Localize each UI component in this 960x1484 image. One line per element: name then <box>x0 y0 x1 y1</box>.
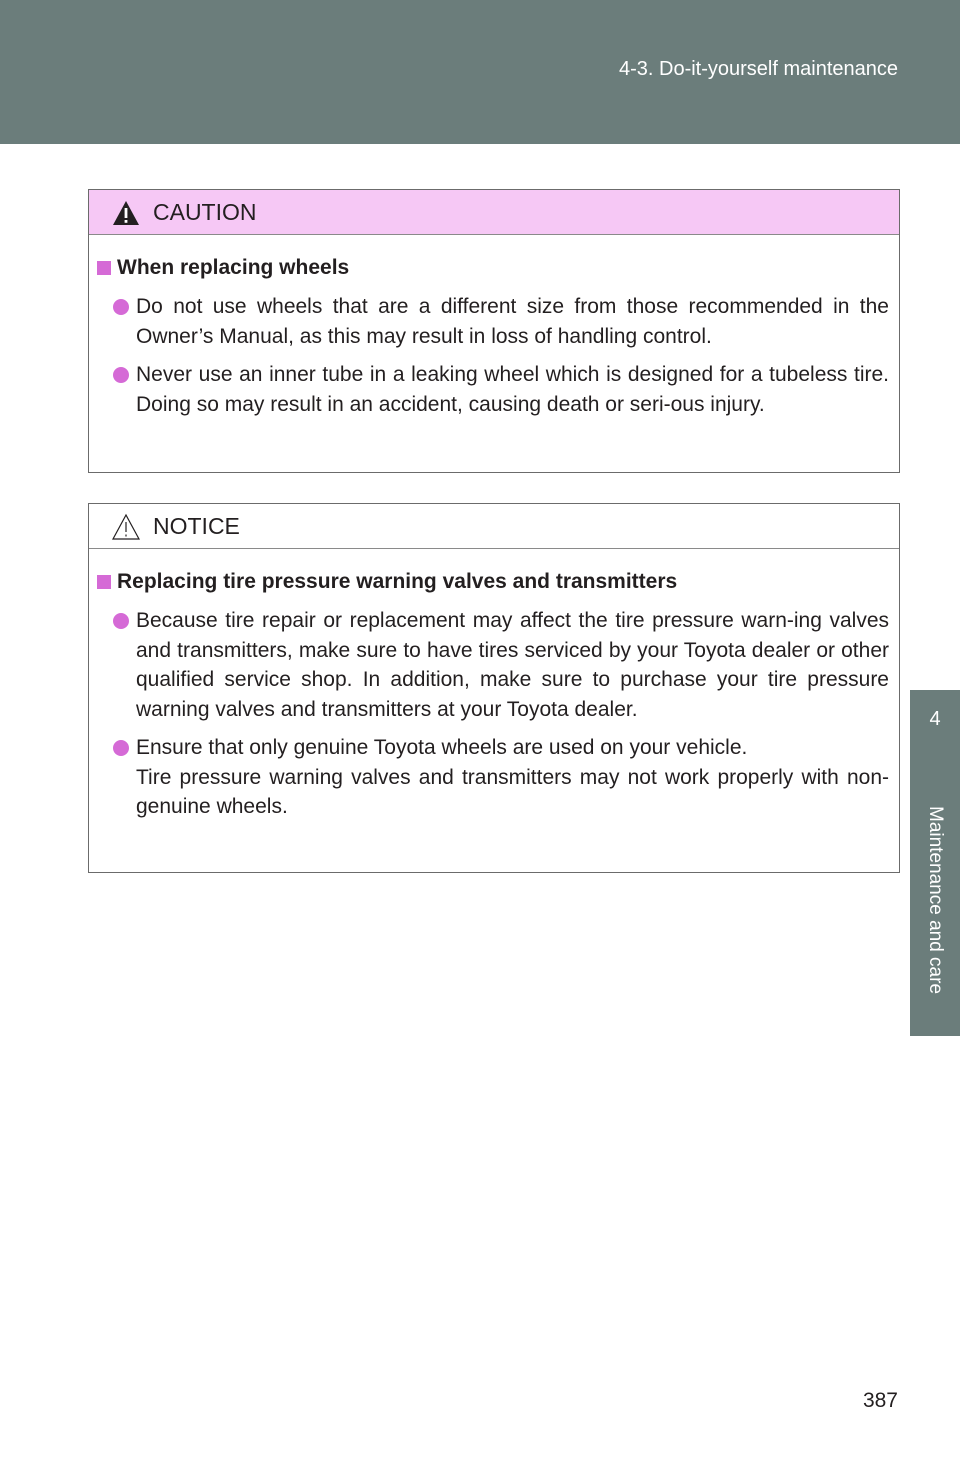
notice-item-text: Because tire repair or replacement may affect the tire pressure warn-ing valves and transmitters, make sure to have tires serviced by your Toyota dealer or other qualified service shop. In addition, make sure to purchase your tire pressure warning valves and transmitters at your Toyota dealer. <box>136 609 889 721</box>
square-bullet-icon <box>97 261 111 275</box>
caution-section-title-text: When replacing wheels <box>117 256 350 279</box>
circle-bullet-icon <box>113 613 129 629</box>
chapter-side-tab <box>910 690 960 1036</box>
notice-item-continuation: Tire pressure warning valves and transmitters may not work properly with non-genuine wheels. <box>136 765 889 818</box>
caution-section-title <box>89 253 889 283</box>
circle-bullet-icon <box>113 299 129 315</box>
chapter-label: Maintenance and care <box>925 805 946 995</box>
notice-body <box>89 567 899 822</box>
caution-heading: CAUTION <box>153 199 257 225</box>
caution-item <box>89 360 889 419</box>
section-header-title: 4-3. Do-it-yourself maintenance <box>618 58 898 80</box>
square-bullet-icon <box>97 575 111 589</box>
notice-heading: NOTICE <box>153 513 240 539</box>
chapter-number: 4 <box>929 708 941 730</box>
warning-triangle-icon <box>111 199 141 227</box>
caution-item-text: Do not use wheels that are a different size from those recommended in the Owner’s Manual, as this may result in loss of handling control. <box>136 295 889 348</box>
notice-section-title-text: Replacing tire pressure warning valves and transmitters <box>117 570 678 593</box>
notice-box <box>88 503 900 873</box>
page-number: 387 <box>862 1389 898 1412</box>
caution-body <box>89 253 899 419</box>
circle-bullet-icon <box>113 740 129 756</box>
caution-header <box>89 190 899 235</box>
circle-bullet-icon <box>113 367 129 383</box>
notice-section-title <box>89 567 889 597</box>
caution-item-text: Never use an inner tube in a leaking wheel which is designed for a tubeless tire. Doing so may result in an accident, causing death or seri-ous injury. <box>136 363 889 416</box>
notice-item <box>89 606 889 724</box>
caution-box <box>88 189 900 473</box>
header-band <box>0 0 960 144</box>
notice-item-text: Ensure that only genuine Toyota wheels are used on your vehicle. <box>136 736 748 759</box>
caution-item <box>89 292 889 351</box>
warning-triangle-outline-icon <box>111 513 141 541</box>
notice-header <box>89 504 899 549</box>
notice-item <box>89 733 889 822</box>
